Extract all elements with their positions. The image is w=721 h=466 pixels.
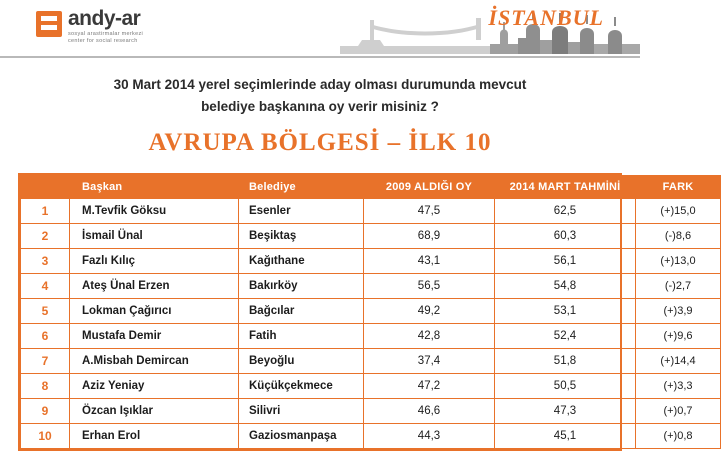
column-header-fark: FARK xyxy=(636,176,721,199)
cell-belediye: Bakırköy xyxy=(239,274,364,299)
city-label: İSTANBUL xyxy=(488,5,604,30)
cell-rank: 9 xyxy=(21,399,70,424)
cell-fark: (+)14,4 xyxy=(636,349,721,374)
cell-belediye: Beyoğlu xyxy=(239,349,364,374)
column-header-belediye: Belediye xyxy=(239,176,364,199)
brand-name: andy-ar xyxy=(68,7,141,30)
cell-fark: (+)0,7 xyxy=(636,399,721,424)
brand-logo xyxy=(36,8,143,44)
table-header-row xyxy=(21,176,721,199)
cell-tahmin-2014: 53,1 xyxy=(495,299,636,324)
cell-oy-2009: 43,1 xyxy=(364,249,495,274)
table-row xyxy=(21,349,721,374)
cell-belediye: Beşiktaş xyxy=(239,224,364,249)
cell-rank: 5 xyxy=(21,299,70,324)
cell-tahmin-2014: 60,3 xyxy=(495,224,636,249)
table-row xyxy=(21,274,721,299)
cell-tahmin-2014: 51,8 xyxy=(495,349,636,374)
cell-tahmin-2014: 52,4 xyxy=(495,324,636,349)
brand-logo-text xyxy=(68,8,143,44)
cell-rank: 6 xyxy=(21,324,70,349)
column-header-baskan: Başkan xyxy=(70,176,239,199)
cell-rank: 7 xyxy=(21,349,70,374)
table-row xyxy=(21,199,721,224)
cell-tahmin-2014: 54,8 xyxy=(495,274,636,299)
cell-tahmin-2014: 45,1 xyxy=(495,424,636,449)
table-row xyxy=(21,424,721,449)
column-header-rank xyxy=(21,176,70,199)
table-row xyxy=(21,324,721,349)
page-header xyxy=(0,0,640,58)
cell-fark: (-)2,7 xyxy=(636,274,721,299)
cell-baskan: Erhan Erol xyxy=(70,424,239,449)
cell-belediye: Gaziosmanpaşa xyxy=(239,424,364,449)
cell-belediye: Bağcılar xyxy=(239,299,364,324)
column-header-2009: 2009 ALDIĞI OY xyxy=(364,176,495,199)
cell-fark: (+)3,9 xyxy=(636,299,721,324)
andy-ar-logo-icon xyxy=(36,11,62,37)
column-header-2014: 2014 MART TAHMİNİ xyxy=(495,176,636,199)
cell-baskan: M.Tevfik Göksu xyxy=(70,199,239,224)
cell-tahmin-2014: 47,3 xyxy=(495,399,636,424)
cell-baskan: Fazlı Kılıç xyxy=(70,249,239,274)
cell-baskan: Özcan Işıklar xyxy=(70,399,239,424)
cell-baskan: A.Misbah Demircan xyxy=(70,349,239,374)
table-body xyxy=(21,199,721,449)
table-header xyxy=(21,176,721,199)
cell-rank: 8 xyxy=(21,374,70,399)
cell-belediye: Fatih xyxy=(239,324,364,349)
cell-oy-2009: 56,5 xyxy=(364,274,495,299)
cell-baskan: Ateş Ünal Erzen xyxy=(70,274,239,299)
question-line-2: belediye başkanına oy verir misiniz ? xyxy=(201,98,439,114)
cell-baskan: Mustafa Demir xyxy=(70,324,239,349)
brand-tagline-tr: sosyal arastirmalar merkezi xyxy=(68,31,144,37)
cell-rank: 2 xyxy=(21,224,70,249)
cell-rank: 4 xyxy=(21,274,70,299)
cell-fark: (+)15,0 xyxy=(636,199,721,224)
cell-oy-2009: 37,4 xyxy=(364,349,495,374)
table-row xyxy=(21,249,721,274)
results-table xyxy=(20,175,721,449)
cell-tahmin-2014: 56,1 xyxy=(495,249,636,274)
cell-fark: (+)9,6 xyxy=(636,324,721,349)
cell-belediye: Kağıthane xyxy=(239,249,364,274)
question-line-1: 30 Mart 2014 yerel seçimlerinde aday olması durumunda mevcut xyxy=(113,77,527,92)
cell-oy-2009: 47,2 xyxy=(364,374,495,399)
table-row xyxy=(21,399,721,424)
title-block xyxy=(0,74,640,157)
cell-oy-2009: 49,2 xyxy=(364,299,495,324)
cell-baskan: Aziz Yeniay xyxy=(70,374,239,399)
table-row xyxy=(21,374,721,399)
cell-baskan: İsmail Ünal xyxy=(70,224,239,249)
cell-oy-2009: 68,9 xyxy=(364,224,495,249)
cell-fark: (+)0,8 xyxy=(636,424,721,449)
cell-oy-2009: 44,3 xyxy=(364,424,495,449)
cell-belediye: Esenler xyxy=(239,199,364,224)
cell-tahmin-2014: 62,5 xyxy=(495,199,636,224)
cell-rank: 3 xyxy=(21,249,70,274)
results-table-wrapper xyxy=(18,173,696,451)
cell-oy-2009: 42,8 xyxy=(364,324,495,349)
table-row xyxy=(21,299,721,324)
cell-oy-2009: 46,6 xyxy=(364,399,495,424)
cell-belediye: Küçükçekmece xyxy=(239,374,364,399)
brand-tagline-en: center for social research xyxy=(68,37,138,44)
cell-oy-2009: 47,5 xyxy=(364,199,495,224)
cell-rank: 1 xyxy=(21,199,70,224)
table-row xyxy=(21,224,721,249)
cell-tahmin-2014: 50,5 xyxy=(495,374,636,399)
cell-baskan: Lokman Çağırıcı xyxy=(70,299,239,324)
section-headline: AVRUPA BÖLGESİ – İLK 10 xyxy=(148,129,492,157)
cell-belediye: Silivri xyxy=(239,399,364,424)
cell-rank: 10 xyxy=(21,424,70,449)
cell-fark: (-)8,6 xyxy=(636,224,721,249)
cell-fark: (+)13,0 xyxy=(636,249,721,274)
cell-fark: (+)3,3 xyxy=(636,374,721,399)
